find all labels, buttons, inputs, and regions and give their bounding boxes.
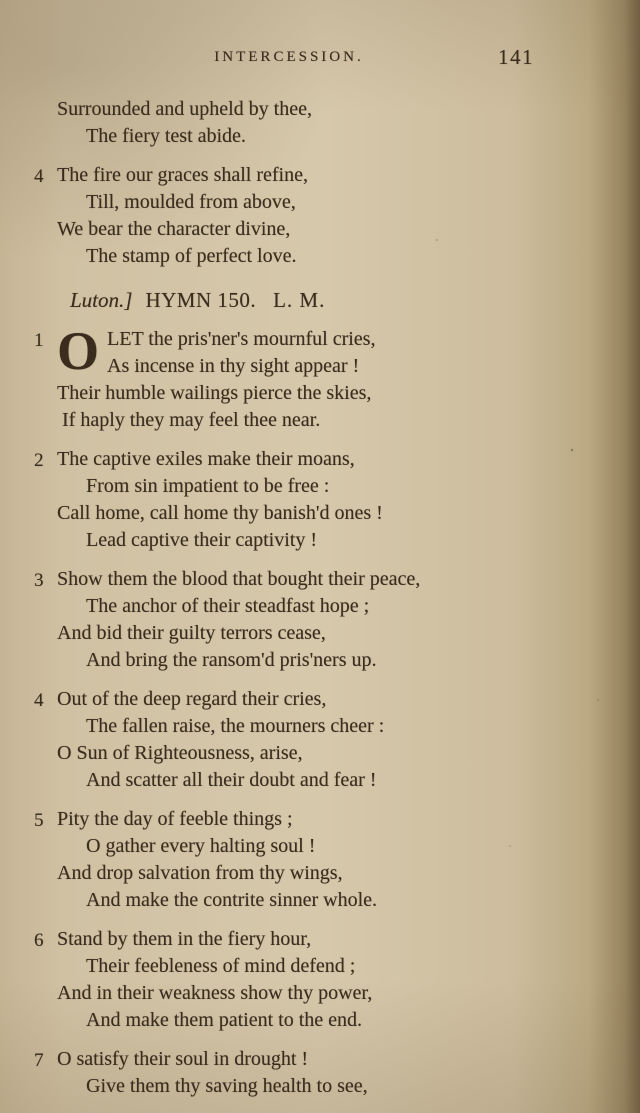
hymn-line: The anchor of their steadfast hope ;: [86, 595, 370, 617]
hymn-line: We bear the character divine,: [57, 218, 291, 240]
hymn-line: And scatter all their doubt and fear !: [86, 769, 377, 791]
hymn-line: Show them the blood that bought their peace,: [57, 568, 421, 590]
stanza: [34, 446, 544, 554]
stanza: [34, 321, 544, 434]
stanza: [34, 926, 544, 1034]
stanza-number: 6: [34, 930, 44, 951]
stanza: [34, 96, 544, 150]
stanza-number: 3: [34, 570, 44, 591]
page-header: [34, 45, 544, 76]
hymn-line: Lead captive their captivity !: [86, 529, 318, 551]
hymn-line: LET the pris'ner's mournful cries,: [107, 328, 376, 350]
hymn-line: As incense in thy sight appear !: [107, 355, 360, 377]
hymn-line: O gather every halting soul !: [86, 835, 316, 857]
hymn-line: If haply they may feel thee near.: [62, 409, 321, 431]
hymn-body: [34, 321, 544, 1100]
hymn-line: And drop salvation from thy wings,: [57, 862, 343, 884]
hymn-line: Their feebleness of mind defend ;: [86, 955, 356, 977]
hymn-line: And make the contrite sinner whole.: [86, 889, 378, 911]
hymn-line: The fire our graces shall refine,: [57, 164, 308, 186]
hymn-line: Give them thy saving health to see,: [86, 1075, 368, 1097]
hymn-line: The stamp of perfect love.: [86, 245, 297, 267]
hymn-meter: L. M.: [273, 288, 326, 312]
stanza-number: 4: [34, 166, 44, 187]
hymn-line: Surrounded and upheld by thee,: [57, 98, 312, 120]
stanza: [34, 162, 544, 270]
hymn-line: Out of the deep regard their cries,: [57, 688, 327, 710]
hymn-heading: [70, 288, 544, 313]
hymn-line: Their humble wailings pierce the skies,: [57, 382, 372, 404]
hymn-line: O Sun of Righteousness, arise,: [57, 742, 303, 764]
hymn-line: And make them patient to the end.: [86, 1009, 363, 1031]
stanza: [34, 806, 544, 914]
stanza: [34, 566, 544, 674]
hymn-line: Pity the day of feeble things ;: [57, 808, 293, 830]
hymn-line: From sin impatient to be free :: [86, 475, 330, 497]
stanza-number: 5: [34, 810, 44, 831]
stanza-number: 7: [34, 1050, 44, 1071]
running-title: INTERCESSION.: [214, 49, 364, 65]
hymn-line: And bring the ransom'd pris'ners up.: [86, 649, 377, 671]
hymn-line: Stand by them in the fiery hour,: [57, 928, 312, 950]
drop-cap: O: [57, 321, 100, 381]
hymn-line: Call home, call home thy banish'd ones !: [57, 502, 383, 524]
hymn-line: The fiery test abide.: [86, 125, 246, 147]
stanza-number: 1: [34, 330, 44, 351]
hymn-line: The captive exiles make their moans,: [57, 448, 355, 470]
previous-hymn-ending: [34, 96, 544, 270]
hymn-number: HYMN 150.: [145, 288, 257, 312]
hymn-line: O satisfy their soul in drought !: [57, 1048, 309, 1070]
tune-name: Luton.]: [70, 288, 133, 312]
hymn-line: And bid their guilty terrors cease,: [57, 622, 326, 644]
stanza: [34, 686, 544, 794]
hymn-line: The fallen raise, the mourners cheer :: [86, 715, 385, 737]
stanza-number: 4: [34, 690, 44, 711]
stanza: [34, 1046, 544, 1100]
stanza-number: 2: [34, 450, 44, 471]
hymn-line: And in their weakness show thy power,: [57, 982, 373, 1004]
page-number: 141: [498, 45, 534, 69]
hymn-line: Till, moulded from above,: [86, 191, 296, 213]
